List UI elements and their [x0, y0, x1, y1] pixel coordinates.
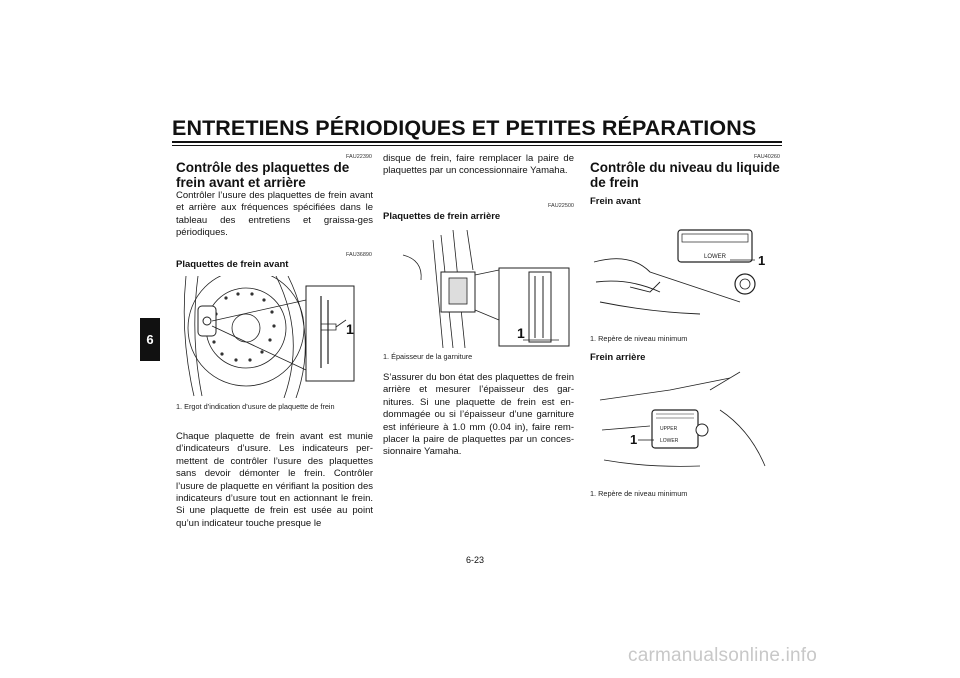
header-rule [172, 141, 782, 143]
page-number: 6-23 [466, 555, 485, 565]
rear-reservoir-upper-label: UPPER [660, 426, 678, 432]
section-code-fluid: FAU40260 [754, 154, 780, 160]
page-header-title: ENTRETIENS PÉRIODIQUES ET PETITES RÉPARATIONS [172, 116, 757, 140]
rear-brake-pad-figure [383, 230, 574, 348]
watermark: carmanualsonline.info [628, 645, 818, 666]
subsection-code-rear: FAU22500 [548, 203, 574, 209]
rear-reservoir-lower-label: LOWER [660, 438, 679, 444]
front-reservoir-figure [590, 222, 780, 322]
front-pad-paragraph: Chaque plaquette de frein avant est munie d’indicateurs d’usure. Les indicateurs per-mettent de contrôler l’usure des plaquettes sans devoir démonter le frein. Contrôler l’usure de plaquette en vérifiant la position des indicateurs d’usure tout en actionnant le frein. Si une plaquette de frein est usée au point qu’un indicateur touche presque le [176, 431, 373, 529]
rear-reservoir-callout: 1 [630, 432, 638, 447]
rear-reservoir-figure [590, 370, 780, 476]
subsection-heading-front: Plaquettes de frein avant [176, 259, 289, 270]
section-code: FAU22390 [346, 154, 372, 160]
section-heading: Contrôle des plaquettes de frein avant et arrière [176, 160, 350, 190]
front-reservoir-callout: 1 [758, 253, 766, 268]
subsection-code: FAU36890 [346, 252, 372, 258]
fluid-front-subheading: Frein avant [590, 196, 641, 207]
rear-figure-caption: 1. Épaisseur de la garniture [383, 352, 473, 361]
rear-pad-paragraph: S’assurer du bon état des plaquettes de frein arrière et mesurer l’épaisseur des gar-nitures. Si une plaquette de frein est en-dommagée ou si l’épaisseur d’une garniture est inférieure à 1.0 mm (0.04 in), faire rem-placer la paire de plaquettes par un conces-sionnaire Yamaha. [383, 372, 574, 458]
front-reservoir-caption: 1. Repère de niveau minimum [590, 334, 688, 343]
rear-figure-callout: 1 [517, 325, 525, 341]
subsection-heading-rear: Plaquettes de frein arrière [383, 211, 501, 222]
front-brake-pad-figure [176, 276, 372, 398]
front-pad-paragraph-continued: disque de frein, faire remplacer la paire de plaquettes par un concessionnaire Yamaha. [383, 153, 574, 177]
fluid-rear-subheading: Frein arrière [590, 352, 646, 363]
front-figure-caption: 1. Ergot d’indication d’usure de plaquette de frein [176, 402, 335, 411]
fluid-section-heading: Contrôle du niveau du liquide de frein [590, 160, 780, 190]
header-rule-thin [172, 145, 782, 146]
rear-reservoir-caption: 1. Repère de niveau minimum [590, 489, 688, 498]
intro-paragraph: Contrôler l’usure des plaquettes de frein avant et arrière aux fréquences spécifiées dans le tableau des entretiens et graissa-ges périodiques. [176, 190, 373, 239]
front-reservoir-lower-label: LOWER [704, 254, 727, 260]
front-figure-callout: 1 [346, 321, 354, 337]
chapter-tab: 6 [140, 318, 160, 361]
